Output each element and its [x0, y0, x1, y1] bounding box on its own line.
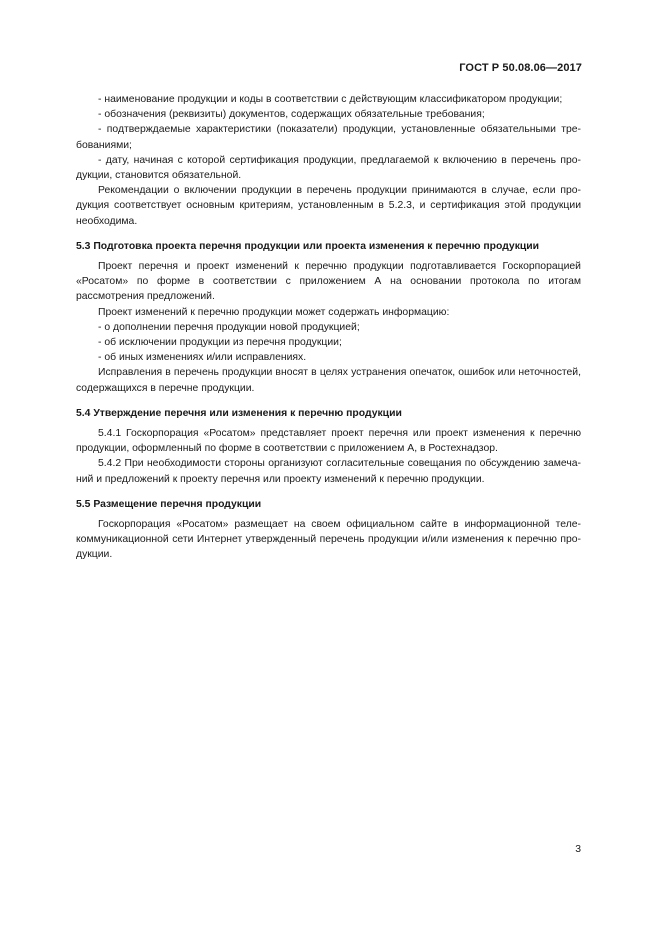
- paragraph: Проект изменений к перечню продукции может содержать информацию:: [98, 306, 450, 318]
- paragraph: Проект перечня и проект изменений к перечню продукции подготавливается Госкорпорацией «Росатом» по форме в соответствии с приложением А на основании протокола по итогам рассмотрения предложений.: [76, 261, 581, 303]
- page-number: 3: [575, 844, 581, 855]
- list-item: - наименование продукции и коды в соответствии с действующим классификатором продукции;: [98, 94, 563, 105]
- list-item: - дату, начиная с которой сертификация продукции, предлагаемой к включению в перечень продукции, становится обязательной.: [76, 154, 581, 182]
- list-item: - о дополнении перечня продукции новой продукцией;: [98, 321, 360, 333]
- section-heading-5-4: 5.4 Утверждение перечня или изменения к перечню продукции: [76, 407, 402, 419]
- section-heading-5-5: 5.5 Размещение перечня продукции: [76, 498, 262, 510]
- list-item: - обозначения (реквизиты) документов, содержащих обязательные требования;: [98, 109, 485, 121]
- paragraph: Госкорпорация «Росатом» размещает на своем официальном сайте в информационной телекоммуникационной сети Интернет утвержденный перечень продукции и/или изменения к перечню продукции.: [76, 519, 581, 561]
- paragraph: Рекомендации о включении продукции в перечень продукции принимаются в случае, если продукция соответствует основным критериям, установленным в 5.2.3, и сертификация этой продукции необходима.: [76, 185, 581, 227]
- list-item: - подтверждаемые характеристики (показатели) продукции, установленные обязательными требованиями;: [76, 124, 581, 151]
- document-code: ГОСТ Р 50.08.06—2017: [459, 62, 582, 74]
- document-body: [76, 92, 581, 563]
- paragraph: Исправления в перечень продукции вносят в целях устранения опечаток, ошибок или неточностей, содержащихся в перечне продукции.: [76, 367, 581, 394]
- paragraph: 5.4.1 Госкорпорация «Росатом» представляет проект перечня или проект изменения к перечню продукции, оформленный по форме в соответствии с приложением А, в Ростехнадзор.: [76, 428, 581, 455]
- paragraph: 5.4.2 При необходимости стороны организуют согласительные совещания по обсуждению замечаний и предложений к проекту перечня или проекту изменений к перечню продукции.: [76, 458, 581, 485]
- section-heading-5-3: 5.3 Подготовка проекта перечня продукции или проекта изменения к перечню продукции: [76, 240, 540, 252]
- list-item: - об иных изменениях и/или исправлениях.: [98, 352, 307, 364]
- list-item: - об исключении продукции из перечня продукции;: [98, 337, 342, 349]
